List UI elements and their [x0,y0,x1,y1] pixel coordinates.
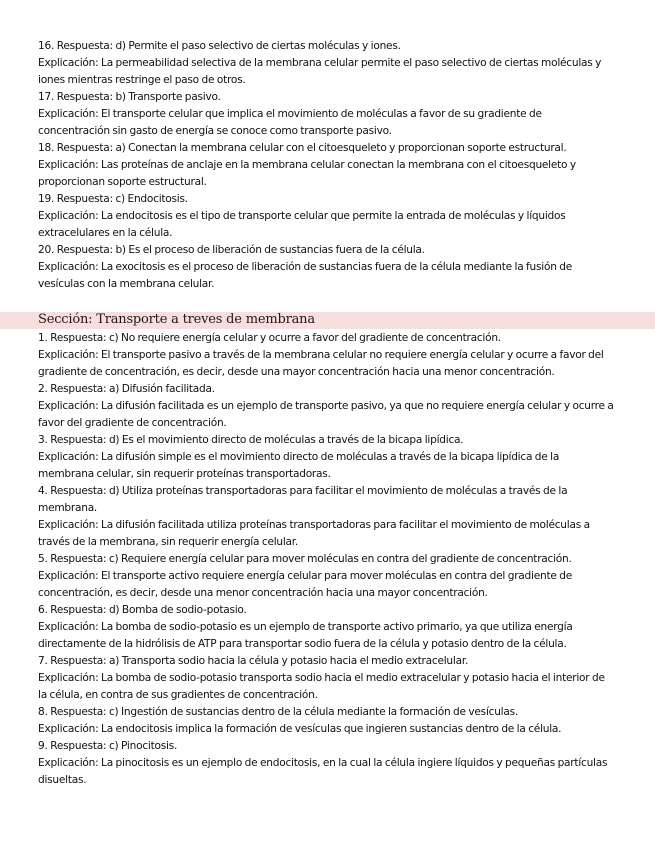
answer-19: 19. Respuesta: c) Endocitosis. [38,193,188,205]
explanation-2: Explicación: La difusión facilitada es un ejemplo de transporte pasivo, ya que no requiere energía celular y ocurre a favor del gradiente de concentración. [38,400,614,429]
answer-18: 18. Respuesta: a) Conectan la membrana celular con el citoesqueleto y proporcionan soporte estructural. [38,142,567,154]
explanation-5: Explicación: El transporte activo requiere energía celular para mover moléculas en contra del gradiente de concentración, es decir, desde una menor concentración hacia una mayor concentración. [38,570,572,599]
explanation-8: Explicación: La endocitosis implica la formación de vesículas que ingieren sustancias dentro de la célula. [38,723,562,735]
answer-1: 1. Respuesta: c) No requiere energía celular y ocurre a favor del gradiente de concentración. [38,332,501,344]
explanation-7: Explicación: La bomba de sodio-potasio transporta sodio hacia el medio extracelular y potasio hacia el interior de la célula, en contra de sus gradientes de concentración. [38,672,605,701]
explanation-9: Explicación: La pinocitosis es un ejemplo de endocitosis, en la cual la célula ingiere líquidos y pequeñas partículas disueltas. [38,757,608,786]
answer-16: 16. Respuesta: d) Permite el paso selectivo de ciertas moléculas y iones. [38,40,401,52]
answer-6: 6. Respuesta: d) Bomba de sodio-potasio. [38,604,247,616]
answer-4: 4. Respuesta: d) Utiliza proteínas transportadoras para facilitar el movimiento de moléculas a través de la membrana. [38,485,568,514]
explanation-16: Explicación: La permeabilidad selectiva de la membrana celular permite el paso selectivo de ciertas moléculas y iones mientras restringe el paso de otros. [38,57,602,86]
explanation-6: Explicación: La bomba de sodio-potasio es un ejemplo de transporte activo primario, ya que utiliza energía directamente de la hidrólisis de ATP para transportar sodio fuera de la célula y potasio dentro de la célula. [38,621,573,650]
answer-7: 7. Respuesta: a) Transporta sodio hacia la célula y potasio hacia el medio extracelular. [38,655,469,667]
answer-9: 9. Respuesta: c) Pinocitosis. [38,740,178,752]
answers-block-16-20 [38,38,616,293]
answers-block-transport [38,330,616,789]
explanation-1: Explicación: El transporte pasivo a través de la membrana celular no requiere energía celular y ocurre a favor del gradiente de concentración, es decir, desde una mayor concentración hacia una menor concentración. [38,349,604,378]
explanation-4: Explicación: La difusión facilitada utiliza proteínas transportadoras para facilitar el movimiento de moléculas a través de la membrana, sin requerir energía celular. [38,519,590,548]
answer-20: 20. Respuesta: b) Es el proceso de liberación de sustancias fuera de la célula. [38,244,425,256]
answer-5: 5. Respuesta: c) Requiere energía celular para mover moléculas en contra del gradiente de concentración. [38,553,572,565]
answer-8: 8. Respuesta: c) Ingestión de sustancias dentro de la célula mediante la formación de vesículas. [38,706,518,718]
explanation-19: Explicación: La endocitosis es el tipo de transporte celular que permite la entrada de moléculas y líquidos extracelulares en la célula. [38,210,566,239]
explanation-18: Explicación: Las proteínas de anclaje en la membrana celular conectan la membrana con el citoesqueleto y proporcionan soporte estructural. [38,159,576,188]
answer-17: 17. Respuesta: b) Transporte pasivo. [38,91,221,103]
explanation-3: Explicación: La difusión simple es el movimiento directo de moléculas a través de la bicapa lipídica de la membrana celular, sin requerir proteínas transportadoras. [38,451,560,480]
explanation-20: Explicación: La exocitosis es el proceso de liberación de sustancias fuera de la célula mediante la fusión de vesículas con la membrana celular. [38,261,573,290]
explanation-17: Explicación: El transporte celular que implica el movimiento de moléculas a favor de su gradiente de concentración sin gasto de energía se conoce como transporte pasivo. [38,108,542,137]
section-title: Sección: Transporte a treves de membrana [38,312,315,327]
answer-2: 2. Respuesta: a) Difusión facilitada. [38,383,215,395]
answer-3: 3. Respuesta: d) Es el movimiento directo de moléculas a través de la bicapa lipídica. [38,434,464,446]
